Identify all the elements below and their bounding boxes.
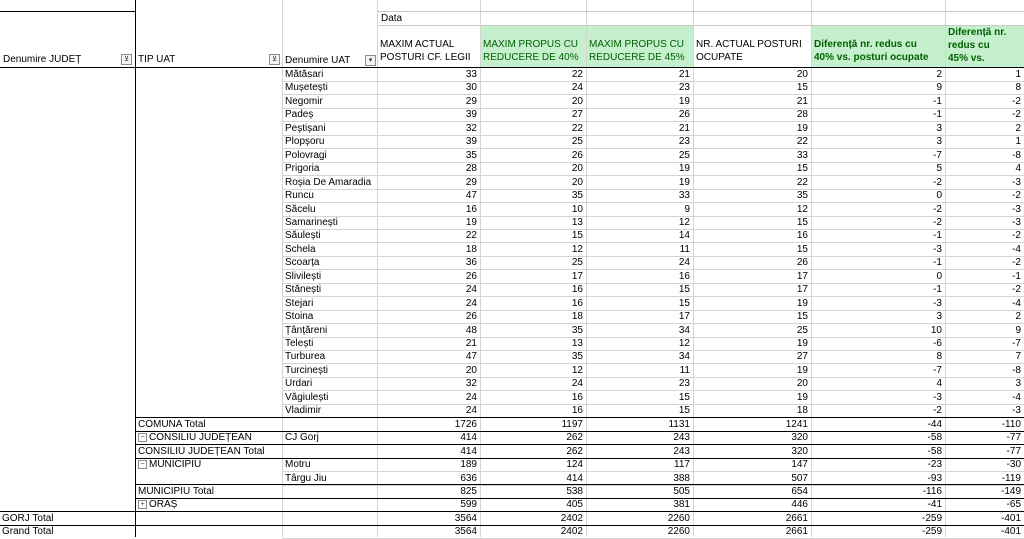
table-row-value-5: 9 [1015,324,1021,336]
table-row-value-1: 15 [571,230,583,242]
table-row-value-3: 22 [796,136,808,148]
table-row-value-3: 15 [796,216,808,228]
grand-row-value-1: 2402 [560,512,583,524]
table-row-value-1: 16 [571,297,583,309]
table-row-value-3: 27 [796,351,808,363]
table-row-value-4: -3 [933,297,942,309]
group-row-value-2: 243 [673,432,690,444]
table-row-value-3: 20 [796,69,808,80]
table-row-value-2: 34 [678,324,690,336]
table-row-value-0: 29 [465,176,477,188]
group-row-value-3: 446 [791,499,808,511]
table-row-value-5: -3 [1012,176,1021,188]
table-row-value-3: 19 [796,364,808,376]
uat-name: Stoina [285,311,314,323]
dropdown-icon[interactable]: ▾ [365,55,376,66]
uat-name: Telești [285,338,314,349]
uat-name: Târgu Jiu [285,472,327,484]
group-row-value-0: 414 [460,432,477,444]
sub-row-value-5: -119 [1001,472,1021,484]
table-row-value-1: 35 [571,351,583,363]
table-row-value-0: 30 [465,82,477,94]
table-row-value-1: 20 [571,95,583,107]
table-row-value-0: 48 [465,324,477,336]
uat-name: Vladimir [285,405,322,417]
subtotal-label: COMUNA Total [138,418,206,430]
table-row-value-2: 15 [678,405,690,417]
grand-row-value-0: 3564 [454,512,477,524]
table-row-value-5: -4 [1012,297,1021,309]
collapse-icon[interactable]: − [138,433,147,442]
table-row-value-4: 9 [936,82,942,94]
total-row-value-3: 1241 [785,418,808,430]
table-row-value-1: 24 [571,82,583,94]
table-row-value-3: 12 [796,203,808,215]
table-row-value-0: 32 [465,378,477,390]
table-row-value-0: 35 [465,149,477,161]
group-name: MUNICIPIU [149,459,202,471]
total-row-value-5: -77 [1006,445,1021,457]
total-row-value-3: 320 [791,445,808,457]
table-row-value-5: -8 [1012,149,1021,161]
table-row-value-4: 10 [930,324,942,336]
table-row-value-0: 19 [465,216,477,228]
total-row-value-3: 654 [791,485,808,497]
uat-name: Motru [285,459,311,471]
group-row-value-4: -23 [927,459,942,471]
group-row-value-2: 381 [673,499,690,511]
group-row-value-5: -77 [1006,432,1021,444]
table-row-value-2: 15 [678,284,690,296]
uat-name: Turcinești [285,364,328,376]
table-row-value-1: 22 [571,69,583,80]
table-row-value-4: -1 [933,284,942,296]
table-row-value-1: 12 [571,243,583,255]
table-row-value-3: 28 [796,109,808,121]
header-m6-line-2: 45% vs. [948,53,985,64]
table-row-value-2: 23 [678,378,690,390]
group-label [138,431,385,444]
table-row-value-3: 35 [796,190,808,202]
table-row-value-3: 33 [796,149,808,161]
table-row-value-1: 24 [571,378,583,390]
table-row-value-2: 9 [684,203,690,215]
uat-name: Urdari [285,378,313,390]
table-row-value-5: 2 [1015,122,1021,134]
table-row-value-0: 26 [465,270,477,282]
table-row-value-2: 24 [678,257,690,269]
table-row-value-3: 22 [796,176,808,188]
table-row-value-0: 20 [465,364,477,376]
table-row-value-0: 29 [465,95,477,107]
total-row-value-0: 414 [460,445,477,457]
table-row-value-3: 26 [796,257,808,269]
table-row-value-0: 24 [465,297,477,309]
table-row-value-5: -8 [1012,364,1021,376]
header-m5-line-0: Diferență nr. redus cu [814,39,917,50]
subtotal-label: CONSILIU JUDEȚEAN Total [138,445,265,457]
table-row-value-1: 16 [571,391,583,403]
total-row-value-0: 825 [460,485,477,497]
table-row-value-2: 34 [678,351,690,363]
table-row-value-3: 19 [796,391,808,403]
header-tip-uat: TIP UAT [138,54,176,65]
table-row-value-2: 19 [678,95,690,107]
table-row-value-1: 20 [571,163,583,175]
total-row-value-5: -110 [1001,418,1021,430]
group-name: ORAȘ [149,499,178,511]
header-m5-line-1: 40% vs. posturi ocupate [814,52,929,63]
table-row-value-1: 10 [571,203,583,215]
table-row-value-1: 22 [571,122,583,134]
table-row-value-2: 11 [679,243,690,255]
header-m3-line-1: REDUCERE DE 45% [589,52,685,63]
grand-row-value-1: 2402 [560,526,583,538]
uat-name: Mușetești [285,82,328,94]
table-row-value-2: 26 [678,109,690,121]
group-row-value-5: -30 [1006,459,1021,471]
table-row-value-3: 15 [796,82,808,94]
uat-name: Săulești [285,230,321,242]
table-row-value-5: 1 [1015,136,1021,148]
table-row-value-2: 21 [678,122,690,134]
uat-name: Peștișani [285,122,326,134]
table-row-value-3: 20 [796,378,808,390]
table-row-value-5: 8 [1015,82,1021,94]
table-row-value-4: 3 [936,311,942,323]
top-border [377,11,1024,12]
table-row-value-2: 25 [678,149,690,161]
data-border [377,25,1024,26]
filter-icon[interactable]: ⊻ [269,54,280,65]
group-row-value-1: 405 [566,499,583,511]
table-row-value-2: 21 [678,69,690,80]
header-m4-line-0: NR. ACTUAL POSTURI [696,39,802,50]
table-row-value-2: 15 [678,391,690,403]
total-row-value-4: -116 [922,485,942,497]
table-row-value-5: 2 [1015,311,1021,323]
group-label [138,458,385,471]
group-row-value-1: 124 [566,459,583,471]
table-row-value-0: 24 [465,284,477,296]
grand-row-value-5: -401 [1000,512,1021,524]
table-row-value-1: 13 [571,338,583,349]
sub-row-value-1: 414 [566,472,583,484]
table-row-value-5: -3 [1012,203,1021,215]
table-row-value-3: 19 [796,297,808,309]
table-row-value-0: 47 [465,190,477,202]
uat-name: Prigoria [285,163,320,175]
table-row-value-0: 39 [465,136,477,148]
table-row-value-0: 32 [465,122,477,134]
group-row-value-4: -58 [927,432,942,444]
table-row-value-5: -3 [1012,216,1021,228]
table-row-value-1: 35 [571,324,583,336]
header-m1-line-0: MAXIM ACTUAL [380,39,455,50]
table-row-value-1: 17 [571,270,583,282]
collapse-icon[interactable]: − [138,460,147,469]
table-row-value-4: -2 [933,176,942,188]
header-m6-line-0: Diferență nr. [948,27,1007,38]
uat-name: Polovragi [285,149,327,161]
filter-icon[interactable]: ⊻ [121,54,132,65]
table-row-value-4: -1 [933,109,942,121]
total-row-value-2: 243 [673,445,690,457]
grand-row-value-5: -401 [1000,526,1021,538]
subtotal-label: MUNICIPIU Total [138,485,214,497]
header-m2-line-0: MAXIM PROPUS CU [483,39,579,50]
grand-row-value-2: 2260 [667,526,690,538]
table-row-value-4: -6 [933,338,942,349]
uat-name: Schela [285,243,316,255]
table-row-value-0: 21 [465,338,477,349]
table-row-value-1: 35 [571,190,583,202]
uat-name: Negomir [285,95,323,107]
uat-name: CJ Gorj [285,432,319,444]
group-row-value-5: -65 [1006,499,1021,511]
table-row-value-1: 20 [571,176,583,188]
table-row-value-3: 15 [796,243,808,255]
group-row-value-0: 189 [460,459,477,471]
uat-name: Stejari [285,297,314,309]
sub-row-value-3: 507 [791,472,808,484]
group-row-value-2: 117 [674,459,690,471]
table-row-value-2: 14 [678,230,690,242]
grid-col-line [135,0,136,537]
table-row-value-5: -4 [1012,391,1021,403]
table-row-value-3: 17 [796,270,808,282]
grand-row-value-0: 3564 [454,526,477,538]
table-row-value-2: 23 [678,136,690,148]
total-row-value-1: 262 [566,445,583,457]
total-row-value-1: 1197 [561,418,583,430]
table-row-value-1: 18 [571,311,583,323]
table-row-value-5: -1 [1012,270,1021,282]
uat-name: Roșia De Amaradia [285,176,372,188]
table-row-value-0: 24 [465,391,477,403]
data-field-label: Data [381,13,403,24]
total-row-value-2: 1131 [668,418,690,430]
table-row-value-5: -2 [1012,109,1021,121]
table-row-value-0: 28 [465,163,477,175]
table-row-value-1: 16 [571,284,583,296]
top-border [0,11,135,12]
table-row-value-2: 19 [678,163,690,175]
table-row-value-5: -2 [1012,230,1021,242]
total-row-value-5: -149 [1000,485,1021,497]
table-row-value-5: -3 [1012,405,1021,417]
table-row-value-4: 0 [936,270,942,282]
group-name: CONSILIU JUDEȚEAN [149,432,252,444]
table-row-value-4: -2 [933,216,942,228]
table-row-value-3: 15 [796,311,808,323]
table-row-value-5: -2 [1012,257,1021,269]
uat-name: Țânțăreni [285,324,328,336]
table-row-value-0: 33 [465,69,477,80]
header-m1-line-1: POSTURI CF. LEGII [380,52,471,63]
group-row-value-4: -41 [927,499,942,511]
table-row-value-5: 4 [1015,163,1021,175]
group-row-value-3: 320 [791,432,808,444]
grand-row-value-3: 2661 [785,526,808,538]
sub-row-value-0: 636 [460,472,477,484]
uat-name: Slivilești [285,270,322,282]
table-row-value-2: 19 [678,176,690,188]
table-row-value-4: -7 [933,149,942,161]
total-row-value-1: 538 [566,485,583,497]
table-row-value-5: 3 [1015,378,1021,390]
table-row-value-0: 36 [465,257,477,269]
group-row-value-1: 262 [566,432,583,444]
total-row-value-2: 505 [673,485,690,497]
table-row-value-0: 26 [465,311,477,323]
table-row-value-5: -7 [1012,338,1021,349]
table-row-value-1: 16 [571,405,583,417]
table-row-value-2: 16 [678,270,690,282]
table-row-value-5: 1 [1015,69,1021,80]
uat-name: Plopșoru [285,136,325,148]
uat-name: Samarinești [285,216,338,228]
table-row-value-4: 3 [936,122,942,134]
table-row-value-1: 26 [571,149,583,161]
uat-name: Săcelu [285,203,316,215]
table-row-value-2: 11 [679,364,690,376]
table-row-value-4: -3 [933,391,942,403]
grand-row-value-4: -259 [921,526,942,538]
table-row-value-0: 39 [465,109,477,121]
table-row-value-5: -2 [1012,284,1021,296]
sub-row-value-2: 388 [673,472,690,484]
table-row-value-2: 12 [678,216,690,228]
grand-row-value-2: 2260 [667,512,690,524]
table-row-value-3: 15 [796,163,808,175]
header-m6-line-1: redus cu [948,40,990,51]
table-row-value-2: 15 [678,297,690,309]
table-row-value-4: -2 [933,405,942,417]
expand-icon[interactable]: + [138,500,147,509]
table-row-value-1: 25 [571,136,583,148]
table-row-value-4: 4 [936,378,942,390]
grand-row-value-3: 2661 [785,512,808,524]
header-m2-line-1: REDUCERE DE 40% [483,52,579,63]
total-row-value-0: 1726 [454,418,477,430]
table-row-value-5: -2 [1012,95,1021,107]
table-row-value-4: -2 [933,203,942,215]
table-row-value-1: 27 [571,109,583,121]
table-row-value-4: -3 [933,243,942,255]
table-row-value-5: 7 [1015,351,1021,363]
table-row-value-3: 21 [796,95,808,107]
header-denumire-uat: Denumire UAT [285,55,351,66]
table-row-value-4: 2 [936,69,942,80]
table-row-value-0: 24 [465,405,477,417]
uat-name: Stănești [285,284,322,296]
table-row-value-4: 8 [936,351,942,363]
uat-name: Scoarța [285,257,320,269]
header-m4-line-1: OCUPATE [696,52,743,63]
table-row-value-4: -1 [933,230,942,242]
table-row-value-4: -1 [933,95,942,107]
grand-row-value-4: -259 [921,512,942,524]
group-label [138,498,385,511]
table-row-value-4: 0 [936,190,942,202]
judet-total-label: Grand Total [2,526,54,538]
uat-name: Turburea [285,351,326,363]
total-row-value-4: -44 [927,418,942,430]
table-row-value-0: 18 [465,243,477,255]
table-row-value-5: -2 [1012,190,1021,202]
uat-name: Văgiulești [285,391,329,403]
header-m3-line-0: MAXIM PROPUS CU [589,39,685,50]
uat-name: Padeș [285,109,314,121]
table-row-value-3: 19 [796,338,808,349]
total-row-value-4: -58 [927,445,942,457]
table-row-value-1: 12 [571,364,583,376]
uat-name: Runcu [285,190,314,202]
header-denumire-judet: Denumire JUDEȚ [3,54,82,65]
table-row-value-3: 19 [796,122,808,134]
table-row-value-1: 13 [571,216,583,228]
table-row-value-2: 17 [678,311,690,323]
table-row-value-2: 12 [678,338,690,349]
table-row-value-4: 3 [936,136,942,148]
table-row-value-3: 18 [796,405,808,417]
group-row-value-3: 147 [791,459,808,471]
judet-total-label: GORJ Total [2,512,54,524]
table-row-value-3: 25 [796,324,808,336]
table-row-value-2: 23 [678,82,690,94]
group-row-value-0: 599 [460,499,477,511]
table-row-value-3: 16 [796,230,808,242]
table-row-value-4: -1 [933,257,942,269]
table-row-value-1: 25 [571,257,583,269]
sub-row-value-4: -93 [927,472,942,484]
table-row-value-3: 17 [796,284,808,296]
table-row-value-0: 22 [465,230,477,242]
table-row-value-0: 16 [465,203,477,215]
table-row-value-4: -7 [933,364,942,376]
table-row-value-5: -4 [1012,243,1021,255]
table-row-value-4: 5 [936,163,942,175]
table-row-value-0: 47 [465,351,477,363]
table-row-value-2: 33 [678,190,690,202]
uat-name: Mătăsari [285,69,324,80]
